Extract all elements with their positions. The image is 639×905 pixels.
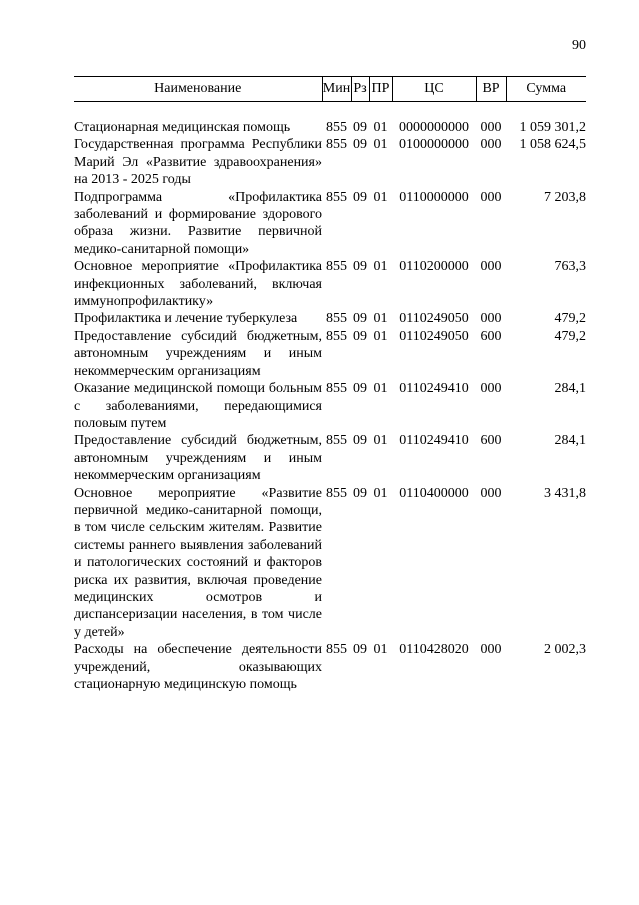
row-vr: 000 bbox=[480, 311, 502, 327]
row-cs: 0110249410 bbox=[399, 433, 469, 449]
row-sum: 1 059 301,2 bbox=[519, 120, 586, 135]
row-rz: 09 bbox=[353, 642, 367, 658]
row-vr: 000 bbox=[480, 642, 502, 658]
row-sum: 2 002,3 bbox=[544, 642, 586, 658]
row-rz: 09 bbox=[353, 259, 367, 275]
row-vr: 000 bbox=[480, 259, 502, 275]
row-min: 855 bbox=[326, 642, 347, 658]
row-name: Основное мероприятие «Развитие первичной медико-санитарной помощи, в том числе сельским жителям. Развитие системы раннего выявления заболеваний и патологических состояний и факторов риска их развития, включая проведение медицинских осмотров и диспансеризации населения, в том числе у детей» bbox=[74, 485, 322, 640]
row-pr: 01 bbox=[373, 189, 388, 205]
row-rz: 09 bbox=[353, 311, 367, 327]
table-row bbox=[74, 485, 586, 642]
row-sum: 3 431,8 bbox=[544, 485, 586, 501]
row-name: Профилактика и лечение туберкулеза bbox=[74, 311, 298, 327]
page-number: 90 bbox=[572, 38, 586, 53]
row-cs: 0110428020 bbox=[399, 642, 469, 658]
row-name: Предоставление субсидий бюджетным, автономным учреждениям и иным некоммерческим организациям bbox=[74, 433, 322, 484]
row-rz: 09 bbox=[353, 328, 367, 344]
table-row bbox=[74, 136, 586, 188]
row-sum: 284,1 bbox=[554, 433, 586, 449]
table-body bbox=[74, 102, 586, 694]
row-name: Основное мероприятие «Профилактика инфекционных заболеваний, включая иммунопрофилактику» bbox=[74, 259, 322, 310]
table-row bbox=[74, 641, 586, 693]
header-cs: ЦС bbox=[392, 77, 476, 102]
row-vr: 000 bbox=[480, 485, 502, 501]
row-sum: 7 203,8 bbox=[544, 189, 586, 205]
row-cs: 0110000000 bbox=[399, 189, 469, 205]
row-name: Предоставление субсидий бюджетным, автономным учреждениям и иным некоммерческим организациям bbox=[74, 328, 322, 379]
row-vr: 000 bbox=[480, 120, 502, 135]
row-vr: 600 bbox=[480, 328, 502, 344]
row-sum: 479,2 bbox=[554, 328, 586, 344]
row-pr: 01 bbox=[373, 381, 388, 397]
row-rz: 09 bbox=[353, 485, 367, 501]
row-cs: 0110249410 bbox=[399, 381, 469, 397]
table-row bbox=[74, 328, 586, 380]
row-rz: 09 bbox=[353, 120, 367, 135]
table-row bbox=[74, 258, 586, 310]
row-min: 855 bbox=[326, 485, 347, 501]
table-header-row bbox=[74, 77, 586, 102]
row-name: Расходы на обеспечение деятельности учреждений, оказывающих стационарную медицинскую помощь bbox=[74, 642, 322, 692]
header-name: Наименование bbox=[74, 77, 322, 102]
row-rz: 09 bbox=[353, 433, 367, 449]
row-sum: 763,3 bbox=[554, 259, 586, 275]
row-min: 855 bbox=[326, 433, 347, 449]
row-cs: 0100000000 bbox=[399, 137, 469, 153]
row-rz: 09 bbox=[353, 381, 367, 397]
row-sum: 479,2 bbox=[554, 311, 586, 327]
table-row bbox=[74, 310, 586, 327]
header-sum: Сумма bbox=[506, 77, 586, 102]
row-pr: 01 bbox=[373, 642, 388, 658]
header-rz: Рз bbox=[351, 77, 369, 102]
table-row bbox=[74, 380, 586, 432]
row-name: Стационарная медицинская помощь bbox=[74, 120, 291, 135]
row-min: 855 bbox=[326, 328, 347, 344]
row-name: Государственная программа Республики Марий Эл «Развитие здравоохранения» на 2013 - 2025 годы bbox=[74, 137, 322, 188]
row-vr: 000 bbox=[480, 381, 502, 397]
row-pr: 01 bbox=[373, 433, 388, 449]
header-pr: ПР bbox=[369, 77, 392, 102]
row-vr: 600 bbox=[480, 433, 502, 449]
row-min: 855 bbox=[326, 137, 347, 153]
row-pr: 01 bbox=[373, 485, 388, 501]
row-sum: 284,1 bbox=[554, 381, 586, 397]
spacer-row bbox=[74, 102, 586, 120]
header-min: Мин bbox=[322, 77, 351, 102]
header-vr: ВР bbox=[476, 77, 506, 102]
row-min: 855 bbox=[326, 189, 347, 205]
row-min: 855 bbox=[326, 120, 347, 135]
row-cs: 0110249050 bbox=[399, 328, 469, 344]
row-name: Оказание медицинской помощи больным с заболеваниями, передающимися половым путем bbox=[74, 381, 322, 431]
row-sum: 1 058 624,5 bbox=[519, 137, 586, 153]
row-vr: 000 bbox=[480, 189, 502, 205]
row-pr: 01 bbox=[373, 137, 388, 153]
budget-table bbox=[74, 76, 586, 693]
row-min: 855 bbox=[326, 311, 347, 327]
row-cs: 0110400000 bbox=[399, 485, 469, 501]
row-cs: 0110249050 bbox=[399, 311, 469, 327]
row-name: Подпрограмма «Профилактика заболеваний и формирование здорового образа жизни. Развитие первичной медико-санитарной помощи» bbox=[74, 189, 322, 257]
row-min: 855 bbox=[326, 259, 347, 275]
row-pr: 01 bbox=[373, 120, 388, 135]
row-cs: 0000000000 bbox=[399, 120, 469, 135]
row-vr: 000 bbox=[480, 137, 502, 153]
row-pr: 01 bbox=[373, 328, 388, 344]
table-row bbox=[74, 119, 586, 136]
row-min: 855 bbox=[326, 381, 347, 397]
row-rz: 09 bbox=[353, 189, 367, 205]
row-rz: 09 bbox=[353, 137, 367, 153]
table-row bbox=[74, 432, 586, 484]
row-pr: 01 bbox=[373, 311, 388, 327]
row-cs: 0110200000 bbox=[399, 259, 469, 275]
table-row bbox=[74, 189, 586, 259]
row-pr: 01 bbox=[373, 259, 388, 275]
